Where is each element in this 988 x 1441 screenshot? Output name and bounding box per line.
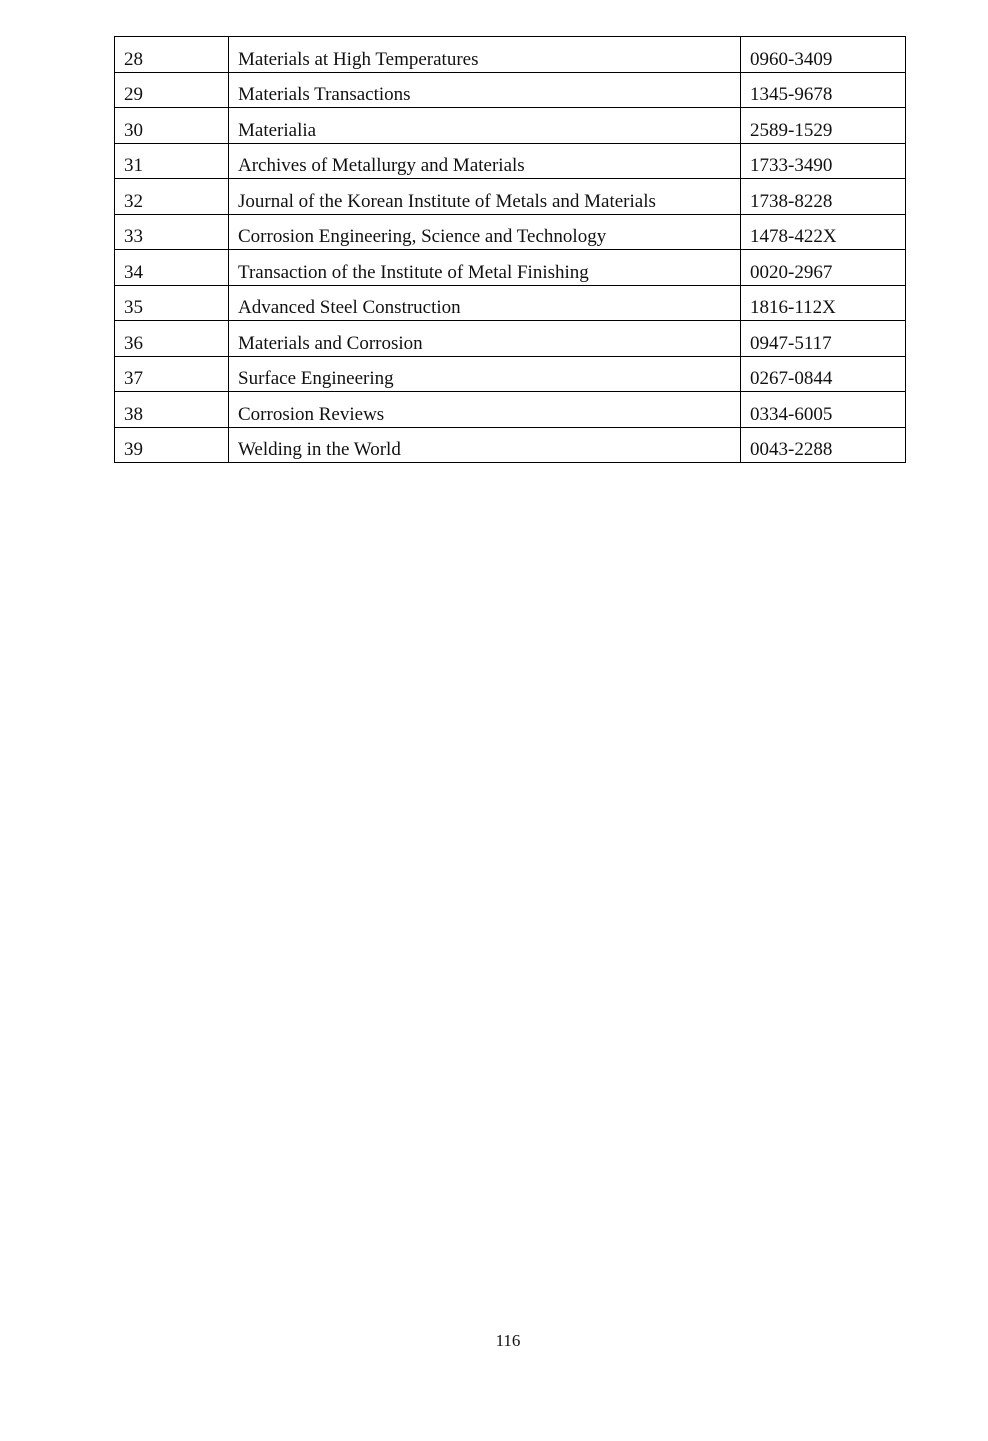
table-row [115, 72, 906, 108]
journal-issn: 1733-3490 [741, 143, 906, 179]
row-number: 35 [115, 285, 229, 321]
journal-title: Welding in the World [229, 427, 741, 463]
row-number: 34 [115, 250, 229, 286]
row-number: 28 [115, 37, 229, 73]
journal-issn: 0020-2967 [741, 250, 906, 286]
table-row [115, 143, 906, 179]
row-number: 30 [115, 108, 229, 144]
row-number: 33 [115, 214, 229, 250]
table-row [115, 356, 906, 392]
table-row [115, 285, 906, 321]
row-number: 32 [115, 179, 229, 215]
journal-issn: 0334-6005 [741, 392, 906, 428]
table-row [115, 392, 906, 428]
journal-title: Materials Transactions [229, 72, 741, 108]
journal-issn: 2589-1529 [741, 108, 906, 144]
journal-title: Materials at High Temperatures [229, 37, 741, 73]
page-number: 116 [495, 1331, 521, 1350]
table-row [115, 214, 906, 250]
journal-title: Journal of the Korean Institute of Metals and Materials [229, 179, 741, 215]
journal-issn: 0267-0844 [741, 356, 906, 392]
journal-issn: 0960-3409 [741, 37, 906, 73]
journal-issn: 1345-9678 [741, 72, 906, 108]
row-number: 37 [115, 356, 229, 392]
journal-title: Surface Engineering [229, 356, 741, 392]
journal-title: Archives of Metallurgy and Materials [229, 143, 741, 179]
table-row [115, 321, 906, 357]
journal-issn: 1816-112X [741, 285, 906, 321]
row-number: 29 [115, 72, 229, 108]
journal-table [114, 36, 906, 463]
table-row [115, 108, 906, 144]
journal-title: Advanced Steel Construction [229, 285, 741, 321]
journal-title: Materials and Corrosion [229, 321, 741, 357]
journal-issn: 0947-5117 [741, 321, 906, 357]
row-number: 36 [115, 321, 229, 357]
table-row [115, 179, 906, 215]
journal-title: Corrosion Reviews [229, 392, 741, 428]
table-row [115, 427, 906, 463]
row-number: 38 [115, 392, 229, 428]
journal-issn: 0043-2288 [741, 427, 906, 463]
journal-issn: 1478-422X [741, 214, 906, 250]
row-number: 31 [115, 143, 229, 179]
journal-title: Corrosion Engineering, Science and Technology [229, 214, 741, 250]
row-number: 39 [115, 427, 229, 463]
table-row [115, 250, 906, 286]
journal-title: Materialia [229, 108, 741, 144]
journal-title: Transaction of the Institute of Metal Finishing [229, 250, 741, 286]
journal-issn: 1738-8228 [741, 179, 906, 215]
table-row [115, 37, 906, 73]
